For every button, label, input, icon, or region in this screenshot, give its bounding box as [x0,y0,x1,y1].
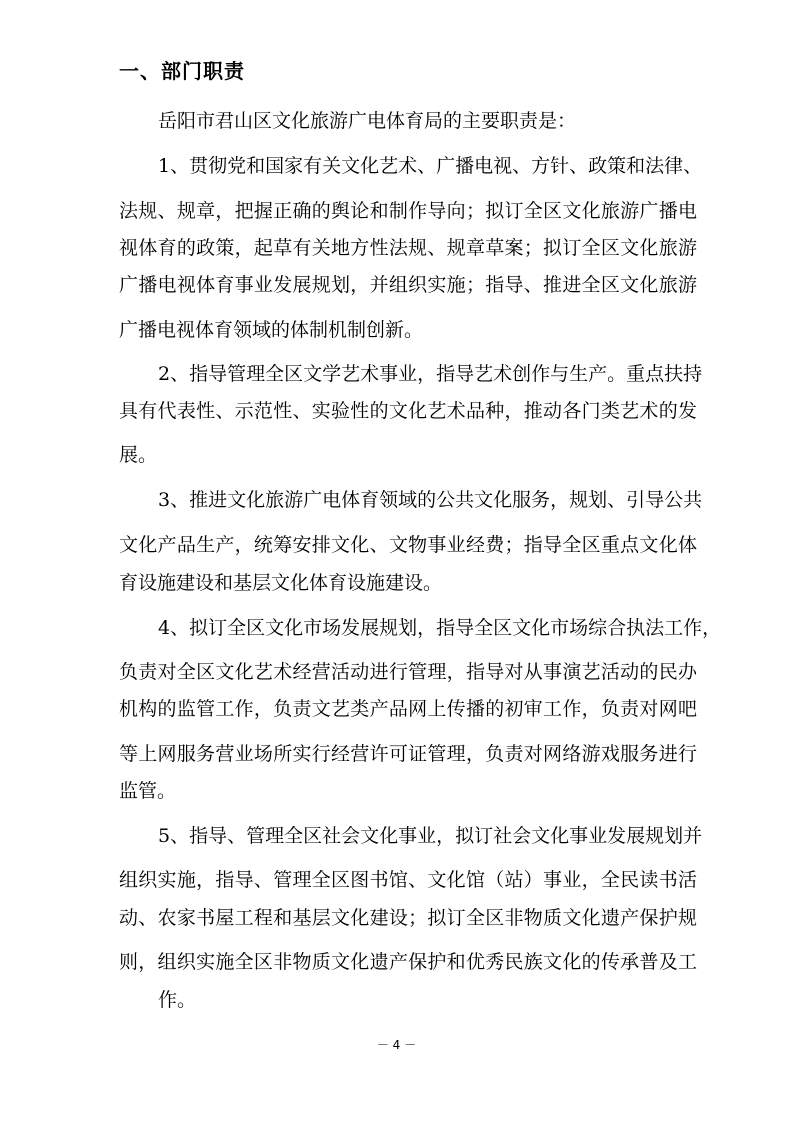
item-5-line-5: 作。 [158,989,197,1011]
item-2-line-2: 具有代表性、示范性、实验性的文化艺术品种，推动各门类艺术的发 [119,400,697,422]
item-1-line-1: 1、贯彻党和国家有关文化艺术、广播电视、方针、政策和法律、 [158,155,703,177]
page-number: － 4 － [376,1038,417,1052]
item-5-line-3: 动、农家书屋工程和基层文化建设；拟订全区非物质文化遗产保护规 [119,907,697,929]
item-5-line-4: 则，组织实施全区非物质文化遗产保护和优秀民族文化的传承普及工 [119,951,697,973]
item-4-line-3: 机构的监管工作，负责文艺类产品网上传播的初审工作，负责对网吧 [119,698,697,720]
item-4-line-1: 4、拟订全区文化市场发展规划，指导全区文化市场综合执法工作， [158,617,722,639]
item-3-line-2: 文化产品生产，统筹安排文化、文物事业经费；指导全区重点文化体 [119,534,697,556]
section-heading: 一、部门职责 [119,59,245,83]
item-2-line-3: 展。 [119,444,158,466]
item-1-line-2: 法规、规章，把握正确的舆论和制作导向；拟订全区文化旅游广播电 [119,200,697,222]
intro-line: 岳阳市君山区文化旅游广电体育局的主要职责是： [158,110,577,132]
item-5-line-1: 5、指导、管理全区社会文化事业，拟订社会文化事业发展规划并 [158,825,703,847]
item-4-line-2: 负责对全区文化艺术经营活动进行管理，指导对从事演艺活动的民办 [119,661,697,683]
item-4-line-5: 监管。 [119,780,177,802]
item-2-line-1: 2、指导管理全区文学艺术事业，指导艺术创作与生产。重点扶持 [158,363,703,385]
item-1-line-4: 广播电视体育事业发展规划，并组织实施；指导、推进全区文化旅游 [119,274,697,296]
item-4-line-4: 等上网服务营业场所实行经营许可证管理，负责对网络游戏服务进行 [119,743,697,765]
item-3-line-1: 3、推进文化旅游广电体育领域的公共文化服务，规划、引导公共 [158,489,703,511]
item-3-line-3: 育设施建设和基层文化体育设施建设。 [119,572,443,594]
item-1-line-3: 视体育的政策，起草有关地方性法规、规章草案；拟订全区文化旅游 [119,237,697,259]
item-1-line-5: 广播电视体育领域的体制机制创新。 [119,319,424,341]
item-5-line-2: 组织实施，指导、管理全区图书馆、文化馆（站）事业，全民读书活 [119,869,697,891]
